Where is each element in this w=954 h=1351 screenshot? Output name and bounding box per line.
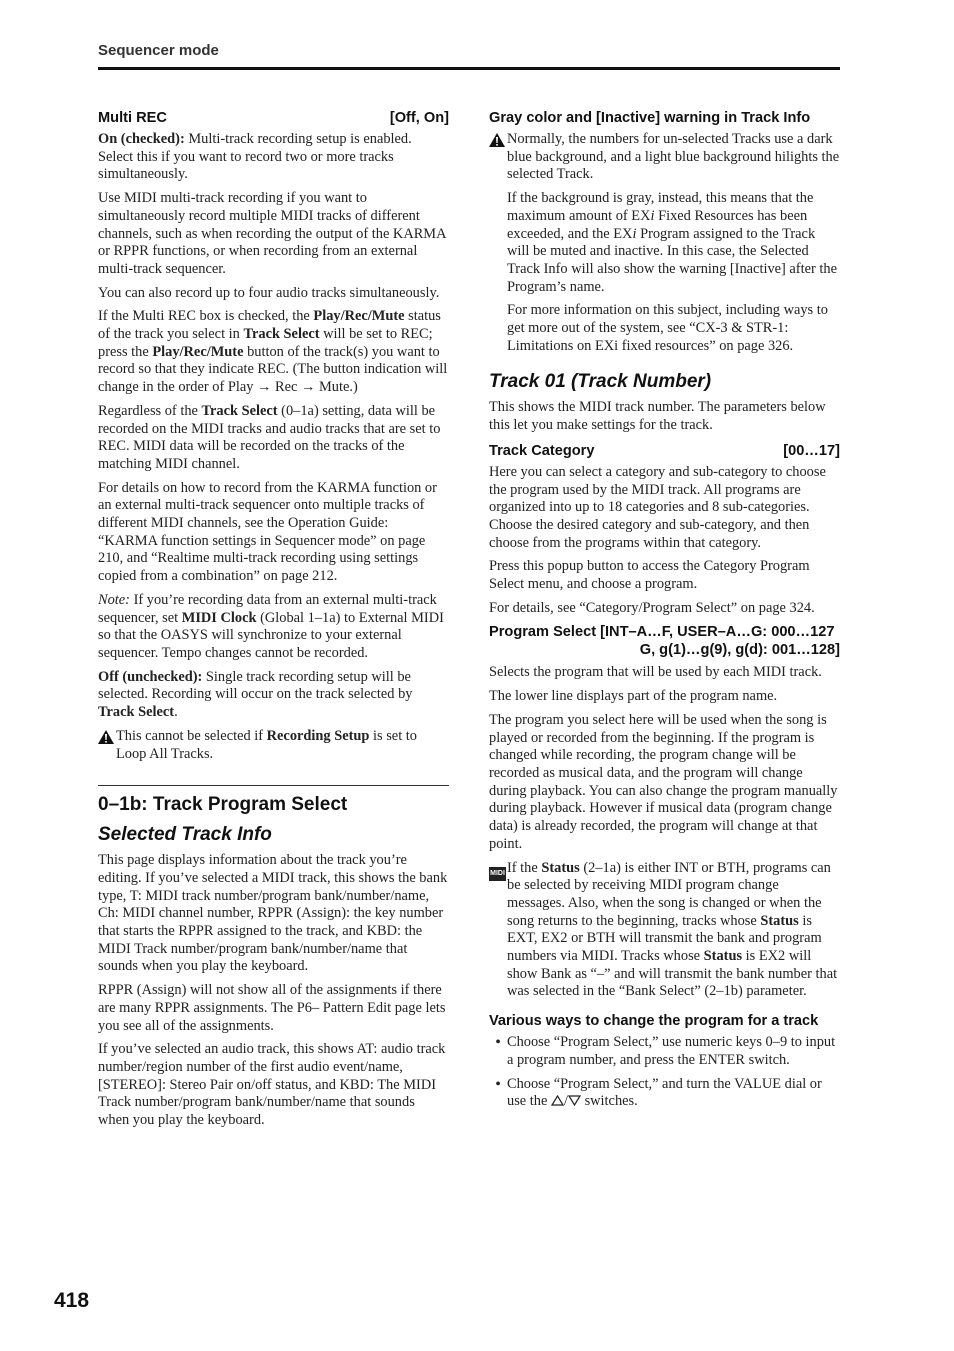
regardless-paragraph: [98, 403, 449, 474]
header-title: Sequencer mode: [98, 42, 219, 59]
program-paragraph-1: Selects the program that will be used by each MIDI track.: [489, 664, 822, 681]
gray-paragraph-2: [507, 190, 840, 296]
text: Choose “Program Select,” and turn the VALUE dial or use the: [507, 1075, 822, 1110]
bold-term: Status: [703, 948, 743, 965]
checked-paragraph: [98, 308, 449, 397]
info-paragraph-3: If you’ve selected an audio track, this shows AT: audio track number/region number of the first audio event/name, [STEREO]: Stereo Pair on/off status, and KBD: The MIDI Track number/program bank/number/name that sounds when you play the keyboard.: [98, 1041, 446, 1129]
heading-line-1: Program Select [INT–A…F, USER–A…G: 000…127: [489, 624, 835, 641]
audio-paragraph: You can also record up to four audio tracks simultaneously.: [98, 284, 440, 301]
info-paragraph-2: RPPR (Assign) will not show all of the assignments if there are many RPPR assignments. The P6– Pattern Edit page lets you see all of the assignments.: [98, 982, 446, 1034]
on-paragraph: [98, 131, 449, 184]
list-item: [489, 1076, 840, 1111]
bullet-icon: •: [495, 1075, 501, 1093]
caution-icon: [98, 728, 116, 763]
gray-heading: [489, 110, 840, 126]
text: status of the track you select in: [98, 308, 441, 343]
on-label: On (checked):: [98, 131, 185, 147]
page-header: [98, 42, 840, 59]
caution-text: [116, 728, 449, 763]
details-paragraph: For details on how to record from the KARMA function or an external multi-track sequencer onto multiple tracks of different MIDI channels, see the Operation Guide: “KARMA function settings in Sequencer mode” on page 210, and “Realtime multi-track recording using settings copied from a combination” on page 212.: [98, 479, 437, 585]
left-column: [98, 108, 449, 1136]
category-paragraph-3: For details, see “Category/Program Select” on page 324.: [489, 599, 815, 616]
text: If you’re recording data from an external multi-track sequencer, set: [98, 591, 437, 626]
program-paragraph-2: The lower line displays part of the program name.: [489, 688, 778, 705]
caution-note: [489, 131, 840, 184]
text: is set to Loop All Tracks.: [116, 727, 417, 762]
text: If the background is gray, instead, this means that the maximum amount of EX: [507, 190, 814, 224]
subsection-title: Selected Track Info: [98, 824, 272, 846]
bold-term: Play/Rec/Mute: [152, 343, 244, 360]
gray-paragraph-3: For more information on this subject, including ways to get more out of the system, see “CX-3 & STR-1: Limitations on EXi fixed resources” on page 326.: [507, 302, 828, 354]
italic-term: i: [632, 225, 637, 242]
param-name: Track Category: [489, 442, 595, 459]
midi-note-text: [507, 860, 840, 1002]
section-rule: [98, 785, 449, 786]
text: (2–1a) is either INT or BTH, programs can be selected by receiving MIDI program change messages. Also, when the song is changed or when the song returns to the beginning, tracks whose: [507, 859, 831, 929]
track-category-heading: [489, 443, 840, 459]
info-paragraph-1: This page displays information about the track you’re editing. If you’ve selected a MIDI track, this shows the bank type, T: MIDI track number/program bank/number/name, Ch: MIDI channel number, RPPR (Assign): the key number that starts the RPPR assigned to the track, and KBD: the MIDI Track number/program bank/number/name that sounds when you play the keyboard.: [98, 852, 448, 975]
separator: /: [563, 1093, 568, 1110]
bold-term: Recording Setup: [266, 727, 370, 744]
page-number: 418: [54, 1289, 90, 1312]
header-rule: [98, 67, 840, 70]
italic-term: i: [650, 207, 655, 224]
text: (Global 1–1a) to External MIDI so that the OASYS will synchronize to your external sequencer. Tempo changes cannot be recorded.: [98, 609, 444, 661]
bold-term: Play/Rec/Mute: [313, 308, 405, 325]
param-name: Multi REC: [98, 110, 167, 126]
program-paragraph-3: The program you select here will be used when the song is played or recorded from the beginning. If the program is changed while recording, the program change will be recorded as musical data, and the program will change during playback. You can also change the program manually during playback. However if musical data (program change data) is already recorded, the program will change at that point.: [489, 711, 838, 852]
category-paragraph-1: Here you can select a category and sub-category to choose the program used by the MIDI track. All programs are organized into up to 18 categories and 8 sub-categories. Choose the desired category and sub-category, and then choose from the programs within that category.: [489, 463, 826, 551]
bold-term: Track Select: [243, 326, 320, 343]
section-title: 0–1b: Track Program Select: [98, 794, 348, 816]
bold-term: Track Select: [201, 402, 278, 419]
text: Fixed Resources has been exceeded, and the EX: [507, 207, 808, 242]
text: will be set to REC; press the: [98, 326, 433, 360]
list-item: [489, 1034, 840, 1069]
gray-paragraph-1: Normally, the numbers for un-selected Tracks use a dark blue background, and a light blue background hilights the selected Track.: [507, 131, 840, 183]
text: Regardless of the: [98, 402, 202, 419]
text: This cannot be selected if: [116, 727, 267, 744]
up-triangle-icon: [551, 1095, 564, 1106]
bold-term: Status: [541, 859, 580, 876]
heading-line-2: G, g(1)…g(9), g(d): 001…128]: [639, 642, 840, 659]
text: Program assigned to the Track will be muted and inactive. In this case, the Selected Track Info will also show the warning [Inactive] after the Program’s name.: [507, 225, 837, 295]
bold-term: Track Select: [98, 704, 175, 721]
bold-term: MIDI Clock: [181, 609, 257, 626]
midi-icon: MIDI: [489, 867, 506, 881]
bold-term: Status: [760, 912, 799, 929]
param-range: [Off, On]: [389, 110, 449, 126]
caution-icon: [489, 131, 507, 184]
text: button of the track(s) you want to record so that they indicate REC. (The button indication will change in the order of Play → Rec → Mute.): [98, 343, 448, 396]
off-label: Off (unchecked):: [98, 668, 203, 685]
list-item-text: [507, 1076, 840, 1111]
heading-text: Gray color and [Inactive] warning in Track Info: [489, 110, 811, 126]
off-paragraph: [98, 669, 449, 722]
caution-note: [98, 728, 449, 763]
note-paragraph: [98, 592, 449, 663]
param-range: [00…17]: [783, 442, 840, 459]
text: If the: [507, 859, 542, 876]
text: switches.: [580, 1093, 638, 1110]
on-text: Multi-track recording setup is enabled. Select this if you want to record two or more tracks simultaneously.: [98, 131, 412, 183]
category-paragraph-2: Press this popup button to access the Category Program Select menu, and choose a program.: [489, 558, 810, 593]
midi-multitrack-paragraph: Use MIDI multi-track recording if you want to simultaneously record multiple MIDI tracks of different channels, such as when recording the output of the KARMA or RPPR functions, or when recording from an external multi-track sequencer.: [98, 190, 446, 277]
midi-note: [489, 860, 840, 1002]
list-item-text: Choose “Program Select,” use numeric keys 0–9 to input a program number, and press the ENTER switch.: [507, 1034, 836, 1068]
text: is EXT, EX2 or BTH will transmit the bank and program numbers via MIDI. Tracks whose: [507, 912, 822, 965]
text: Single track recording setup will be selected. Recording will occur on the track selected by: [98, 668, 413, 703]
text: (0–1a) setting, data will be recorded on the MIDI tracks and audio tracks that are set to REC. MIDI data will be recorded on the tracks of the matching MIDI channel.: [98, 402, 441, 472]
down-triangle-icon: [568, 1095, 581, 1106]
heading-text: Various ways to change the program for a track: [489, 1013, 819, 1030]
right-column: [489, 108, 840, 1117]
ways-heading: [489, 1013, 840, 1029]
bullet-icon: •: [495, 1034, 501, 1052]
track01-paragraph: This shows the MIDI track number. The parameters below this let you make settings for the track.: [489, 399, 826, 434]
program-select-heading: [489, 623, 840, 659]
text: is EX2 will show Bank as “–” and will transmit the bank number that was selected in the “Bank Select” (2–1b) parameter.: [507, 948, 838, 1000]
multi-rec-heading: [98, 110, 449, 126]
track01-title: Track 01 (Track Number): [489, 371, 712, 393]
text: If the Multi REC box is checked, the: [98, 308, 314, 325]
text: .: [174, 704, 178, 721]
midi-icon-wrap: [489, 860, 507, 1002]
note-label: Note:: [98, 591, 130, 608]
